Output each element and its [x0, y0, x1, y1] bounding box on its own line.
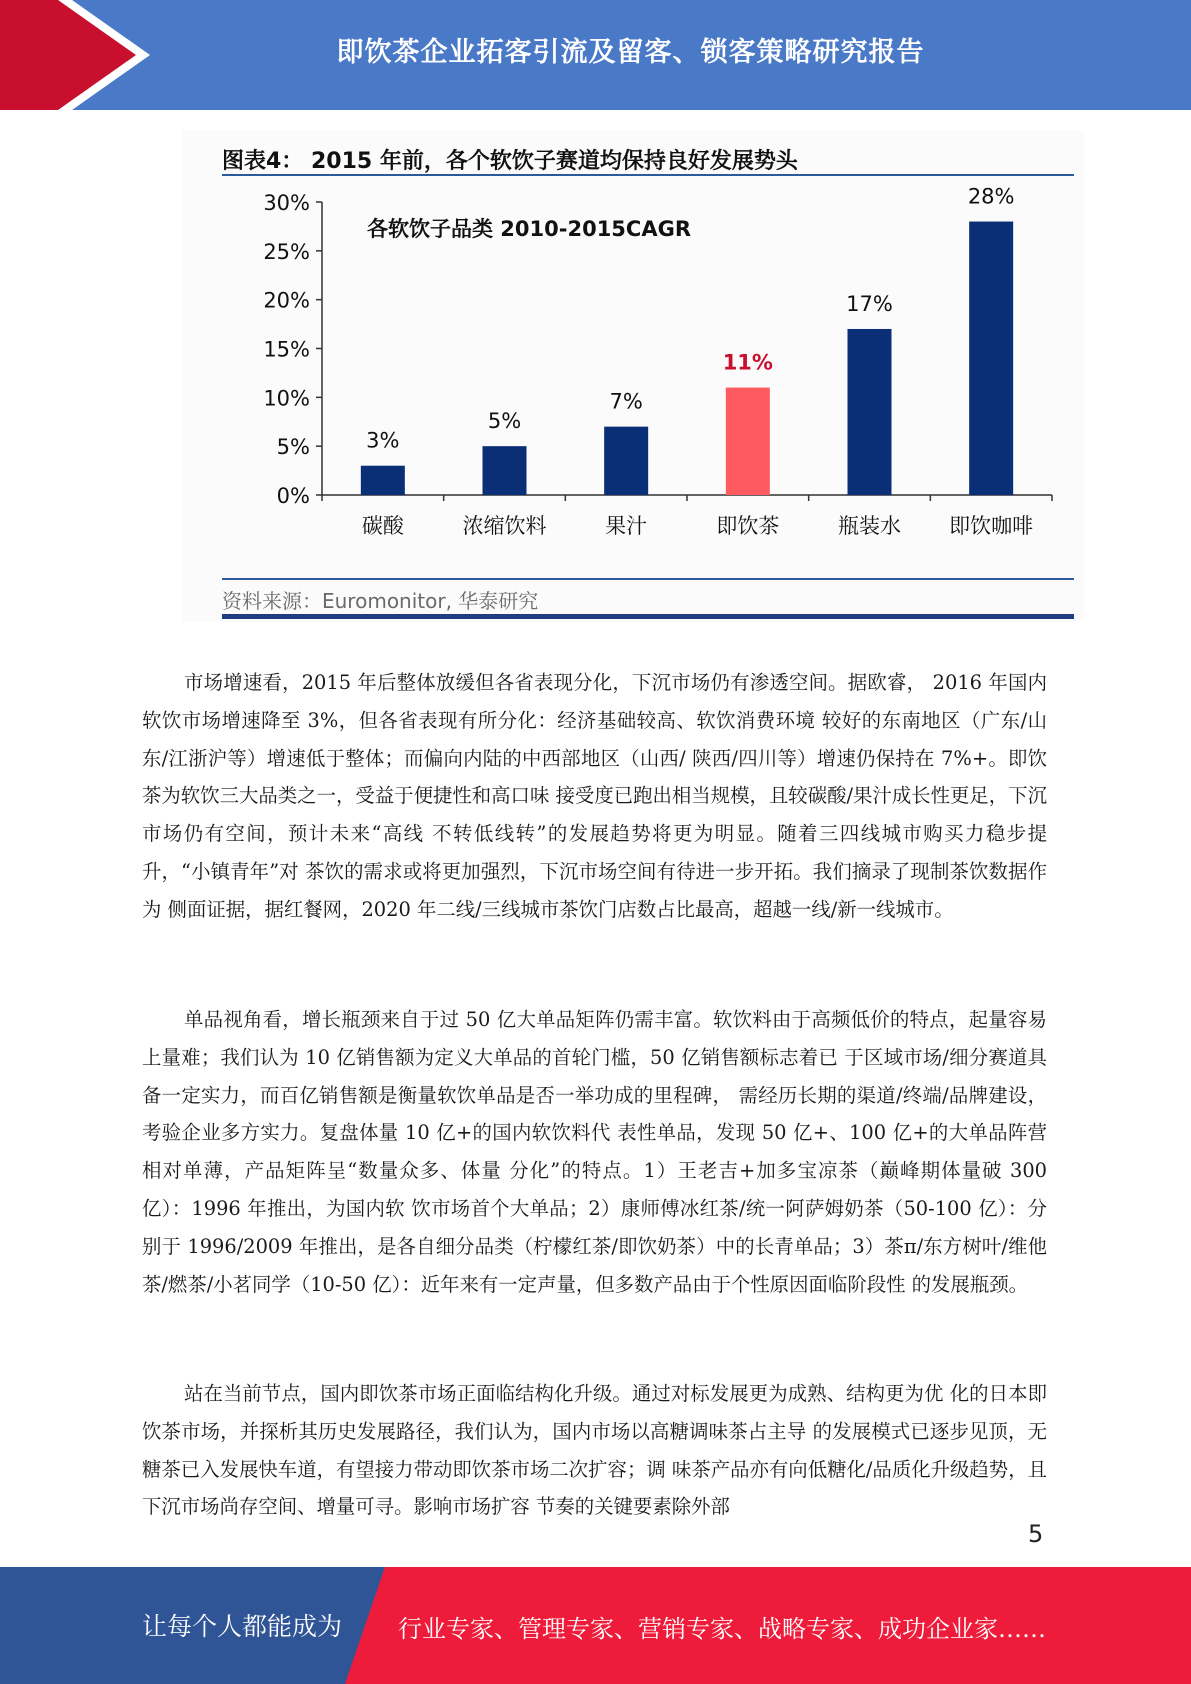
bar-value-label: 11%: [722, 350, 773, 375]
bar-3: [604, 427, 648, 495]
footer-slogan: 让每个人都能成为: [142, 1612, 343, 1641]
y-tick-label: 15%: [263, 337, 310, 362]
bar-1: [361, 466, 405, 495]
bar-value-label: 3%: [366, 428, 400, 453]
figure-source: 资料来源：Euromonitor, 华泰研究: [222, 589, 539, 613]
chart-inner-title: 各软饮子品类 2010-2015CAGR: [367, 217, 691, 241]
y-tick-label: 20%: [263, 288, 310, 313]
y-tick-label: 10%: [263, 386, 310, 411]
y-tick-label: 25%: [263, 239, 310, 264]
figure-bottom-rule: [222, 614, 1074, 619]
x-tick-label: 碳酸: [361, 514, 404, 538]
bar-value-label: 5%: [487, 409, 522, 434]
paragraph-market-growth: 市场增速看，2015 年后整体放缓但各省表现分化，下沉市场仍有渗透空间。据欧睿， 2016 年国内软饮市场增速降至 3%，但各省表现有所分化：经济基础较高、软饮消费环境 较好的东南地区（广东/山东/江浙沪等）增速低于整体；而偏向内陆的中西部地区（山西/ 陕西/四川等）增速仍保持在 7%+。即饮茶为软饮三大品类之一，受益于便捷性和高口味 接受度已跑出相当规模，且较碳酸/果汁成长性更足，下沉市场仍有空间，预计未来“高线 不转低线转”的发展趋势将更为明显。随着三四线城市购买力稳步提升，“小镇青年”对 茶饮的需求或将更加强烈，下沉市场空间有待进一步开拓。我们摘录了现制茶饮数据作为 侧面证据，据红餐网，2020 年二线/三线城市茶饮门店数占比最高，超越一线/新一线城市。: [142, 671, 1047, 921]
x-tick-label: 即饮茶: [716, 514, 780, 538]
footer-band: [0, 1567, 1191, 1684]
footer-roles: 行业专家、管理专家、营销专家、战略专家、成功企业家……: [398, 1615, 1046, 1643]
header-arrow-icon: [0, 0, 160, 110]
bar-6: [969, 222, 1013, 495]
bar-value-label: 7%: [609, 389, 643, 414]
paragraph-single-product: 单品视角看，增长瓶颈来自于过 50 亿大单品矩阵仍需丰富。软饮料由于高频低价的特点，起量容易上量难；我们认为 10 亿销售额为定义大单品的首轮门槛，50 亿销售额标志着已 于区域市场/细分赛道具备一定实力，而百亿销售额是衡量软饮单品是否一举功成的里程碑， 需经历长期的渠道/终端/品牌建设，考验企业多方实力。复盘体量 10 亿+的国内软饮料代 表性单品，发现 50 亿+、100 亿+的大单品阵营相对单薄，产品矩阵呈“数量众多、体量 分化”的特点。1）王老吉+加多宝凉茶（巅峰期体量破 300 亿）：1996 年推出，为国内软 饮市场首个大单品；2）康师傅冰红茶/统一阿萨姆奶茶（50-100 亿）：分别于 1996/2009 年推出，是各自细分品类（柠檬红茶/即饮奶茶）中的长青单品；3）茶π/东方树叶/维他 茶/燃茶/小茗同学（10-50 亿）：近年来有一定声量，但多数产品由于个性原因面临阶段性 的发展瓶颈。: [142, 1008, 1047, 1296]
paragraph-current-node: 站在当前节点，国内即饮茶市场正面临结构化升级。通过对标发展更为成熟、结构更为优 化的日本即饮茶市场，并探析其历史发展路径，我们认为，国内市场以高糖调味茶占主导 的发展模式已逐步见顶，无糖茶已入发展快车道，有望接力带动即饮茶市场二次扩容；调 味茶产品亦有向低糖化/品质化升级趋势，且下沉市场尚存空间、增量可寻。影响市场扩容 节奏的关键要素除外部: [142, 1382, 1047, 1519]
x-tick-label: 瓶装水: [838, 514, 901, 538]
x-tick-label: 即饮咖啡: [949, 514, 1034, 538]
bar-value-label: 17%: [846, 291, 893, 316]
x-tick-label: 浓缩饮料: [462, 514, 547, 538]
y-tick-label: 30%: [263, 191, 310, 215]
chart-figure: [182, 130, 1084, 622]
bar-value-label: 28%: [967, 184, 1015, 209]
figure-title: 图表4： 2015 年前，各个软饮子赛道均保持良好发展势头: [222, 149, 798, 174]
report-title: 即饮茶企业拓客引流及留客、锁客策略研究报告: [336, 37, 925, 68]
bar-chart: [182, 130, 1084, 575]
x-tick-label: 果汁: [605, 514, 648, 538]
bar-5: [848, 329, 892, 495]
page-number: 5: [1028, 1520, 1044, 1548]
bar-2: [483, 446, 527, 495]
y-tick-label: 0%: [276, 484, 310, 508]
figure-source-rule: [222, 578, 1074, 580]
bar-4: [726, 388, 770, 495]
header-band: [0, 0, 1191, 110]
y-tick-label: 5%: [276, 435, 310, 460]
